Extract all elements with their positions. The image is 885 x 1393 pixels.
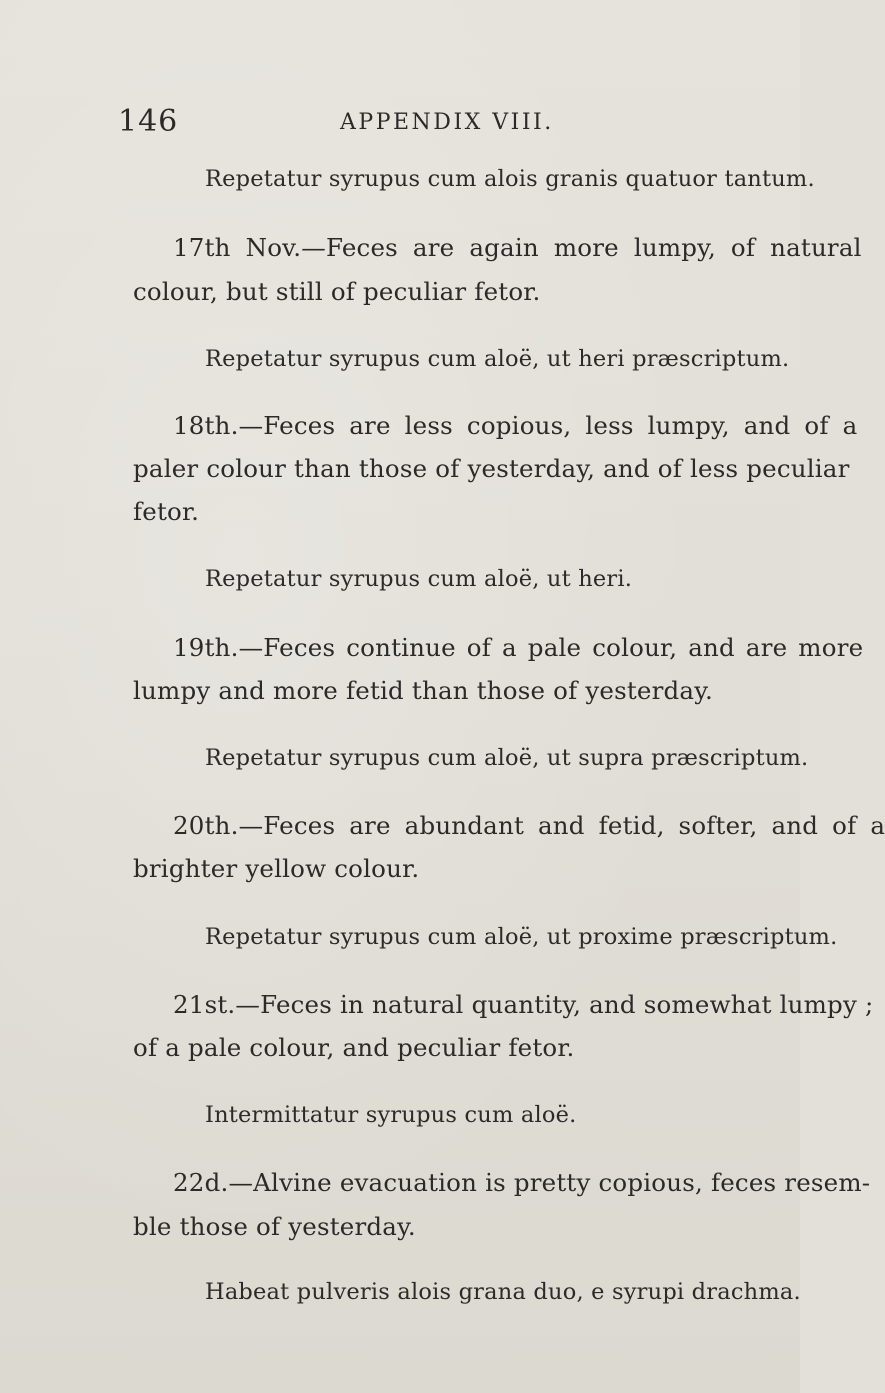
prescription-line: Repetatur syrupus cum aloë, ut proxime præscriptum. [205,924,838,950]
prescription-line: Repetatur syrupus cum aloë, ut supra præscriptum. [205,745,809,771]
entry-line: colour, but still of peculiar fetor. [133,277,541,306]
prescription-line: Repetatur syrupus cum aloë, ut heri. [205,566,633,592]
prescription-line: Repetatur syrupus cum alois granis quatuor tantum. [205,166,815,192]
page-number: 146 [118,104,179,139]
entry-line: 22d.—Alvine evacuation is pretty copious, feces resem- [173,1168,871,1197]
entry-line: 18th.—Feces are less copious, less lumpy, and of a [173,411,858,440]
entry-line: 20th.—Feces are abundant and fetid, softer, and of a [173,811,885,840]
prescription-line: Repetatur syrupus cum aloë, ut heri præscriptum. [205,346,790,372]
entry-line: lumpy and more fetid than those of yesterday. [133,676,713,705]
prescription-line: Habeat pulveris alois grana duo, e syrupi drachma. [205,1279,801,1305]
entry-line: brighter yellow colour. [133,854,420,883]
entry-line: 21st.—Feces in natural quantity, and somewhat lumpy ; [173,990,874,1019]
entry-line: 19th.—Feces continue of a pale colour, and are more [173,633,864,662]
entry-line: of a pale colour, and peculiar fetor. [133,1033,575,1062]
entry-line: ble those of yesterday. [133,1212,416,1241]
prescription-line: Intermittatur syrupus cum aloë. [205,1102,577,1128]
page-header [0,104,800,144]
running-head: APPENDIX VIII. [340,110,554,135]
entry-line: fetor. [133,497,200,526]
entry-line: paler colour than those of yesterday, and of less peculiar [133,454,850,483]
entry-line: 17th Nov.—Feces are again more lumpy, of natural [173,233,862,262]
